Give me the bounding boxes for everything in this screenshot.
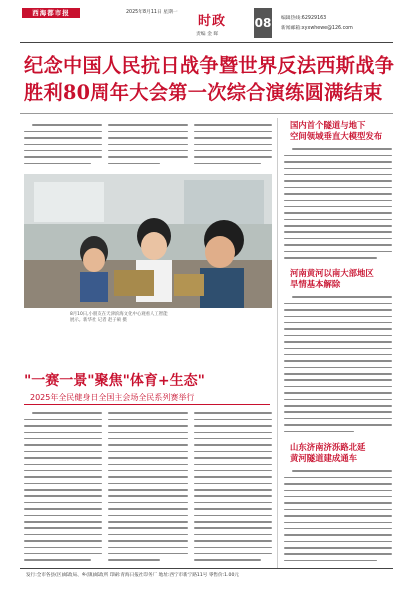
sports-rule bbox=[24, 404, 270, 405]
story2-title-line1: 河南黄河以南大部地区 bbox=[290, 268, 374, 278]
story1-title-line2: 空间领域垂直大模型发布 bbox=[290, 131, 383, 141]
masthead bbox=[0, 0, 410, 42]
photo-caption-line1: 8月10日,小朋友在天津滨海文化中心观看人工智能 bbox=[70, 312, 168, 317]
masthead-rule bbox=[20, 42, 393, 43]
main-headline-line2: 胜利80周年大会第一次综合演练圆满结束 bbox=[24, 81, 383, 104]
story2-title-line2: 旱情基本解除 bbox=[290, 279, 341, 289]
photo-illustration bbox=[24, 174, 272, 308]
sports-subhead: 2025年全民健身日全国主会场全民系列赛举行 bbox=[30, 393, 195, 402]
newspaper-logo: 西海都市报 bbox=[22, 8, 80, 18]
story3-title-line2: 黄河隧道建成通车 bbox=[290, 453, 357, 463]
contact-email: 新闻邮箱:xyxwhewe@126.com bbox=[281, 26, 353, 31]
photo-caption bbox=[70, 312, 270, 324]
lead-story-col1 bbox=[24, 122, 102, 167]
dateline: 2025年8月11日 星期一 bbox=[126, 10, 178, 15]
section-editor: 责编 金 晖 bbox=[196, 32, 219, 37]
sports-story-col2 bbox=[108, 410, 188, 563]
sports-story-col1 bbox=[24, 410, 102, 563]
story1-body bbox=[284, 146, 392, 261]
sports-headline: "一赛一景"聚焦"体育+生态" bbox=[24, 373, 205, 389]
story3-body bbox=[284, 468, 392, 564]
story2-body bbox=[284, 294, 392, 435]
headline-rule bbox=[20, 113, 393, 114]
lead-story-col2 bbox=[108, 122, 188, 167]
story3-title bbox=[290, 442, 365, 464]
footer: 发行:全市各县(区)邮政局、乡(镇)邮政所 印刷:青海日报社印务厂 地址:西宁市新宁路11号 零售价:1.00元 bbox=[26, 573, 239, 578]
footer-rule bbox=[20, 568, 393, 569]
lead-story-col3 bbox=[194, 122, 272, 167]
story3-title-line1: 山东济南济泺路北延 bbox=[290, 442, 366, 452]
news-photo bbox=[24, 174, 272, 308]
section-title: 时政 bbox=[198, 14, 227, 29]
main-headline bbox=[24, 52, 394, 106]
story1-title-line1: 国内首个隧道与地下 bbox=[290, 120, 366, 130]
right-column-divider bbox=[277, 118, 278, 568]
story1-title bbox=[290, 120, 382, 142]
photo-caption-line2: 展示。新华社 记者 赵子硕 摄 bbox=[70, 318, 127, 323]
sports-story-col3 bbox=[194, 410, 272, 563]
story2-title bbox=[290, 268, 374, 290]
contact-phone: 编辑热线:62929163 bbox=[281, 16, 327, 21]
page-number: 08 bbox=[254, 8, 272, 38]
main-headline-line1: 纪念中国人民抗日战争暨世界反法西斯战争 bbox=[24, 54, 395, 77]
